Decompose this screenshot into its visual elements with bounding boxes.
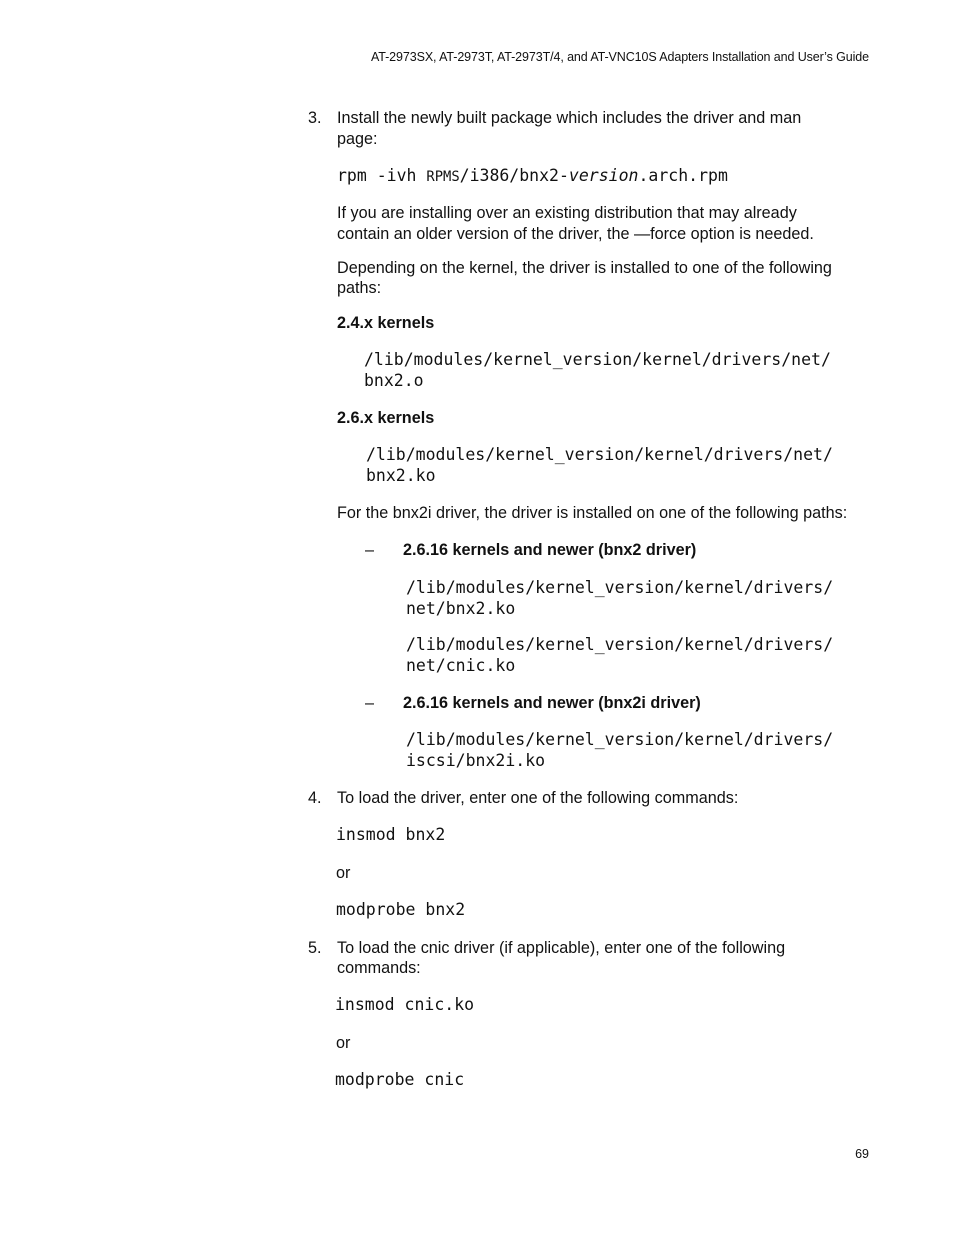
step-5-number: 5. xyxy=(308,939,322,957)
insmod-cnic-command: insmod cnic.ko xyxy=(335,995,475,1014)
modprobe-cnic-command: modprobe cnic xyxy=(335,1070,465,1089)
rpm-command-version: version xyxy=(568,166,639,185)
bullet-dash-1: – xyxy=(365,541,375,559)
page-number: 69 xyxy=(855,1147,869,1161)
kernel-paths-intro-line1: Depending on the kernel, the driver is installed to one of the following xyxy=(337,259,832,277)
bullet-dash-2: – xyxy=(365,694,375,712)
rpm-command-smallcaps: RPMS xyxy=(426,169,460,185)
kernel-24-heading: 2.4.x kernels xyxy=(337,314,435,332)
bnx2-path-2-line1: /lib/modules/kernel_version/kernel/drivers/ xyxy=(406,635,834,654)
bnx2-path-1-line2: net/bnx2.ko xyxy=(406,599,516,618)
kernel-24-path-line1: /lib/modules/kernel_version/kernel/drivers/net/ xyxy=(364,350,831,369)
force-note-line1: If you are installing over an existing distribution that may already xyxy=(337,204,797,222)
rpm-command xyxy=(337,165,728,188)
kernel-paths-intro-line2: paths: xyxy=(337,279,382,297)
rpm-command-part: rpm -ivh xyxy=(337,166,427,185)
bnx2-path-1-line1: /lib/modules/kernel_version/kernel/drivers/ xyxy=(406,578,834,597)
force-note-line2: contain an older version of the driver, the —force option is needed. xyxy=(337,225,814,243)
rpm-command-part: /i386/bnx2- xyxy=(459,166,569,185)
insmod-bnx2-command: insmod bnx2 xyxy=(336,825,446,844)
step-5-or: or xyxy=(336,1034,351,1052)
bnx2i-driver-heading: 2.6.16 kernels and newer (bnx2i driver) xyxy=(403,694,701,712)
bnx2i-intro: For the bnx2i driver, the driver is installed on one of the following paths: xyxy=(337,504,848,522)
kernel-26-path-line2: bnx2.ko xyxy=(366,466,436,485)
step-3-text-line1: Install the newly built package which includes the driver and man xyxy=(337,109,802,127)
bnx2-driver-heading: 2.6.16 kernels and newer (bnx2 driver) xyxy=(403,541,697,559)
rpm-command-part: .arch.rpm xyxy=(638,166,728,185)
step-5-text-line2: commands: xyxy=(337,959,421,977)
bnx2i-path-line2: iscsi/bnx2i.ko xyxy=(406,751,546,770)
step-4-text: To load the driver, enter one of the following commands: xyxy=(337,789,739,807)
modprobe-bnx2-command: modprobe bnx2 xyxy=(336,900,466,919)
kernel-26-heading: 2.6.x kernels xyxy=(337,409,435,427)
step-3-number: 3. xyxy=(308,109,322,127)
step-4-or: or xyxy=(336,864,351,882)
step-4-number: 4. xyxy=(308,789,322,807)
step-3-text-line2: page: xyxy=(337,130,378,148)
step-5-text-line1: To load the cnic driver (if applicable), enter one of the following xyxy=(337,939,786,957)
bnx2-path-2-line2: net/cnic.ko xyxy=(406,656,516,675)
kernel-24-path-line2: bnx2.o xyxy=(364,371,424,390)
page-header: AT-2973SX, AT-2973T, AT-2973T/4, and AT-VNC10S Adapters Installation and User’s Guide xyxy=(370,50,869,64)
kernel-26-path-line1: /lib/modules/kernel_version/kernel/drivers/net/ xyxy=(366,445,833,464)
bnx2i-path-line1: /lib/modules/kernel_version/kernel/drivers/ xyxy=(406,730,834,749)
